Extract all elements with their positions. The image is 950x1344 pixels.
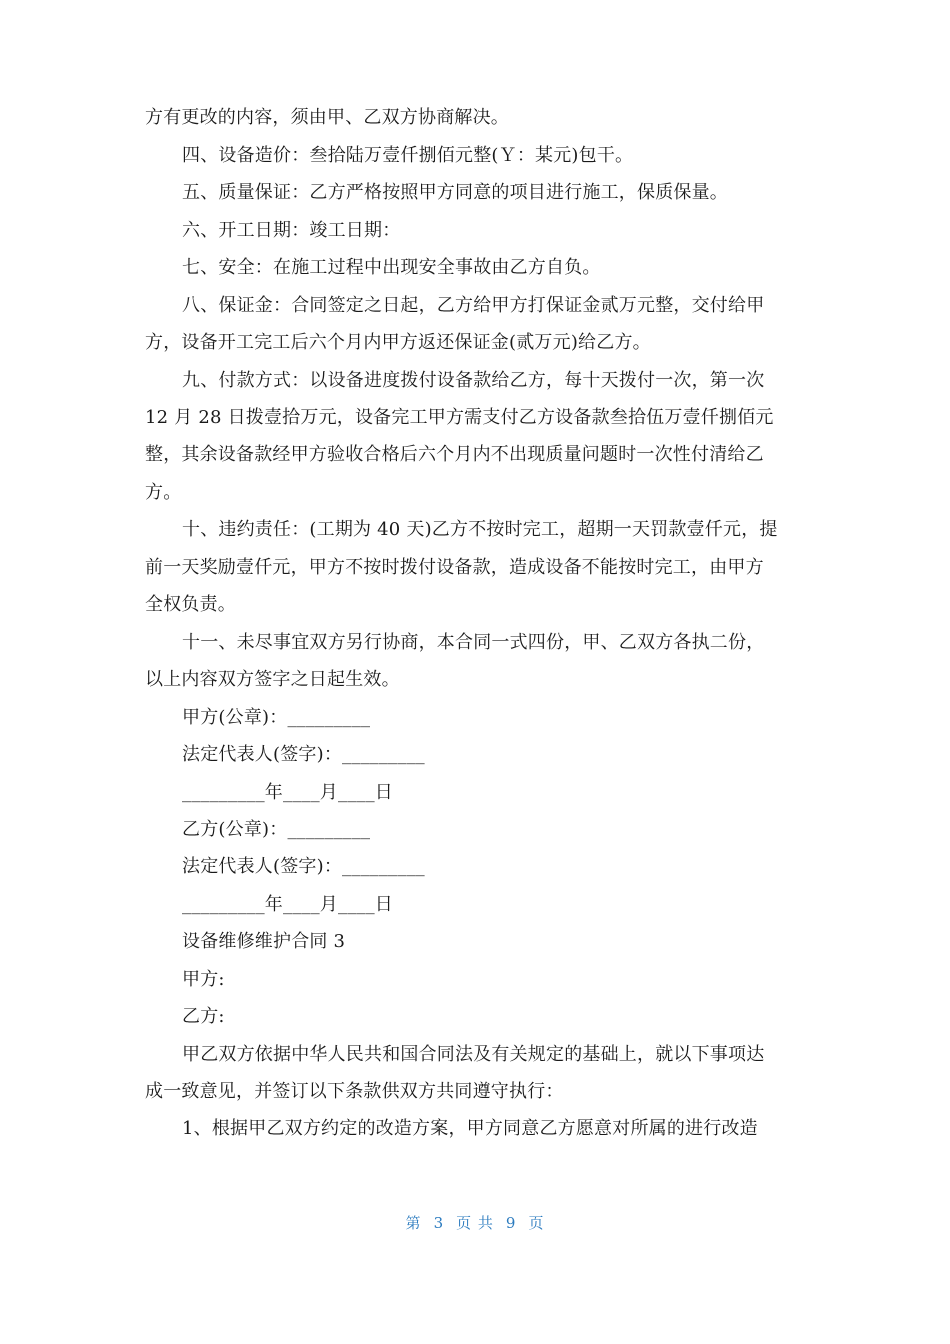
page-footer [0,1212,950,1233]
paragraph-line: 七、安全：在施工过程中出现安全事故由乙方自负。 [182,257,601,278]
paragraph-line: 前一天奖励壹仟元，甲方不按时拨付设备款，造成设备不能按时完工，由甲方 [145,557,764,578]
section-title: 设备维修维护合同 3 [182,931,346,952]
paragraph-line: 成一致意见，并签订以下条款供双方共同遵守执行： [145,1081,564,1102]
paragraph-line: 12 月 28 日拨壹拾万元，设备完工甲方需支付乙方设备款叁拾伍万壹仟捌佰元 [145,407,774,428]
footer-total-pages: 9 [505,1214,517,1232]
paragraph-line: 全权负责。 [145,594,236,615]
signature-line: 法定代表人(签字)：_________ [182,744,425,765]
paragraph-line: 十、违约责任：(工期为 40 天)乙方不按时完工，超期一天罚款壹仟元，提 [182,519,778,540]
paragraph-line: 六、开工日期：竣工日期： [182,220,401,241]
party-line: 甲方: [182,969,225,990]
paragraph-line: 九、付款方式：以设备进度拨付设备款给乙方，每十天拨付一次，第一次 [182,370,765,391]
paragraph-line: 1、根据甲乙双方约定的改造方案，甲方同意乙方愿意对所属的进行改造 [182,1118,758,1139]
signature-line: 甲方(公章)：_________ [182,707,371,728]
paragraph-line: 八、保证金：合同签定之日起，乙方给甲方打保证金贰万元整，交付给甲 [182,295,765,316]
party-line: 乙方: [182,1006,225,1027]
footer-page-number: 3 [433,1214,445,1232]
paragraph-line: 以上内容双方签字之日起生效。 [145,669,400,690]
paragraph-line: 十一、未尽事宜双方另行协商，本合同一式四份，甲、乙双方各执二份， [182,632,765,653]
signature-line: 乙方(公章)：_________ [182,819,371,840]
footer-middle: 页 共 [456,1214,494,1232]
footer-suffix: 页 [528,1214,545,1232]
paragraph-line: 整，其余设备款经甲方验收合格后六个月内不出现质量问题时一次性付清给乙 [145,444,764,465]
paragraph-line: 四、设备造价：叁拾陆万壹仟捌佰元整(Ｙ：某元)包干。 [182,145,634,166]
paragraph-line: 方有更改的内容，须由甲、乙双方协商解决。 [145,107,509,128]
paragraph-line: 甲乙双方依据中华人民共和国合同法及有关规定的基础上，就以下事项达 [182,1044,765,1065]
date-line: _________年____月____日 [182,894,393,915]
paragraph-line: 五、质量保证：乙方严格按照甲方同意的项目进行施工，保质保量。 [182,182,728,203]
paragraph-line: 方。 [145,482,182,503]
date-line: _________年____月____日 [182,782,393,803]
paragraph-line: 方，设备开工完工后六个月内甲方返还保证金(贰万元)给乙方。 [145,332,651,353]
signature-line: 法定代表人(签字)：_________ [182,856,425,877]
footer-prefix: 第 [405,1214,422,1232]
